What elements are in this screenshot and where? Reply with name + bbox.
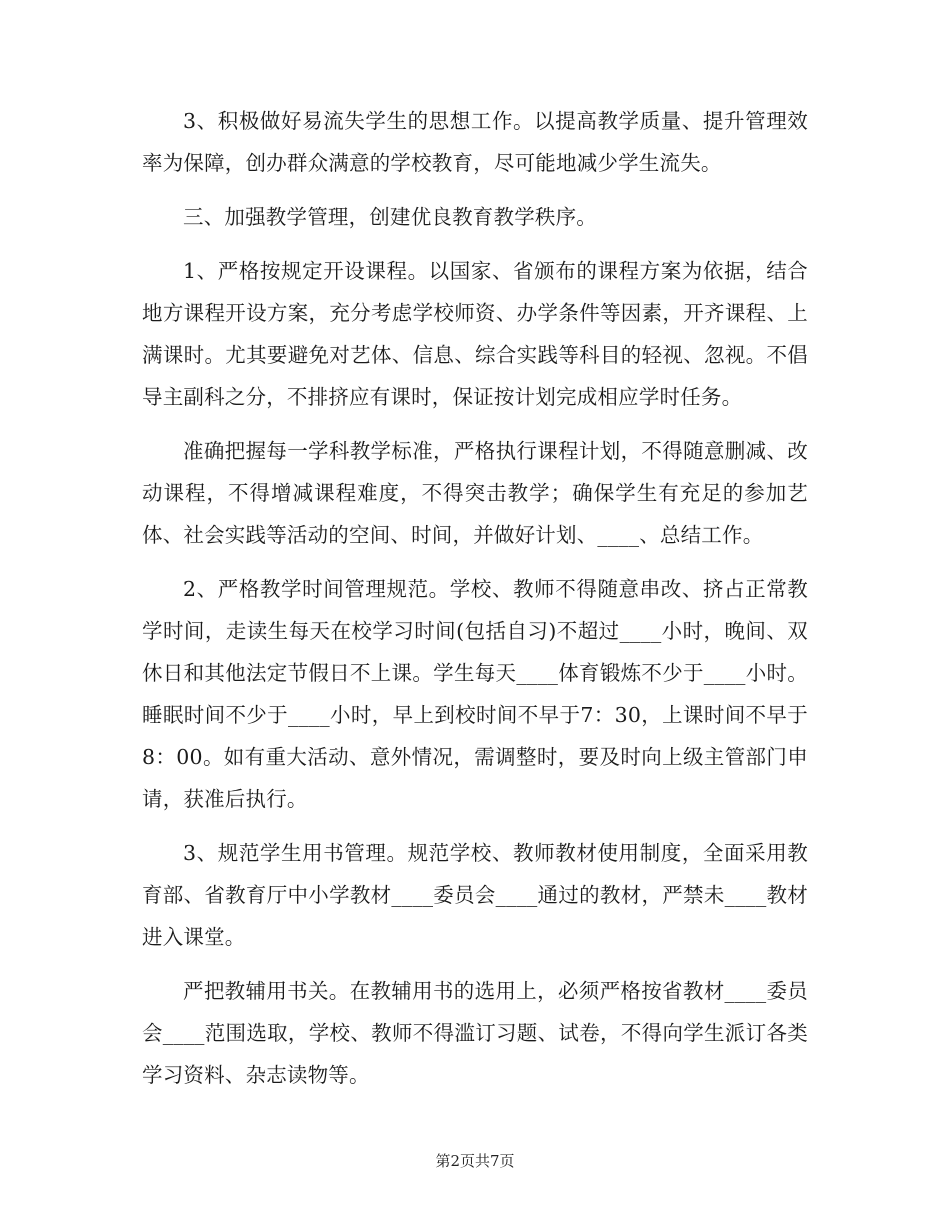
page-number-footer: 第2页共7页: [435, 1152, 515, 1170]
document-body: [142, 100, 808, 1108]
paragraph-teaching-time: 2、严格教学时间管理规范。学校、教师不得随意串改、挤占正常教学时间，走读生每天在校学习时间(包括自习)不超过____小时，晚间、双休日和其他法定节假日不上课。学生每天____体育锻炼不少于____小时。睡眠时间不少于____小时，早上到校时间不早于7：30，上课时间不早于8：00。如有重大活动、意外情况，需调整时，要及时向上级主管部门申请，获准后执行。: [142, 577, 808, 811]
paragraph-textbooks: 3、规范学生用书管理。规范学校、教师教材使用制度，全面采用教育部、省教育厅中小学教材____委员会____通过的教材，严禁未____教材进入课堂。: [142, 841, 808, 949]
paragraph-curriculum: 1、严格按规定开设课程。以国家、省颁布的课程方案为依据，结合地方课程开设方案，充分考虑学校师资、办学条件等因素，开齐课程、上满课时。尤其要避免对艺体、信息、综合实践等科目的轻视、忽视。不倡导主副科之分，不排挤应有课时，保证按计划完成相应学时任务。: [142, 259, 808, 409]
paragraph-teaching-standards: 准确把握每一学科教学标准，严格执行课程计划，不得随意删减、改动课程，不得增减课程难度，不得突击教学；确保学生有充足的参加艺体、社会实践等活动的空间、时间，并做好计划、____、总结工作。: [142, 439, 808, 547]
paragraph-retention: 3、积极做好易流失学生的思想工作。以提高教学质量、提升管理效率为保障，创办群众满意的学校教育，尽可能地减少学生流失。: [142, 109, 808, 175]
section-heading-teaching-management: 三、加强教学管理，创建优良教育教学秩序。: [183, 205, 597, 229]
paragraph-supplementary-books: 严把教辅用书关。在教辅用书的选用上，必须严格按省教材____委员会____范围选取，学校、教师不得滥订习题、试卷，不得向学生派订各类学习资料、杂志读物等。: [142, 979, 808, 1087]
